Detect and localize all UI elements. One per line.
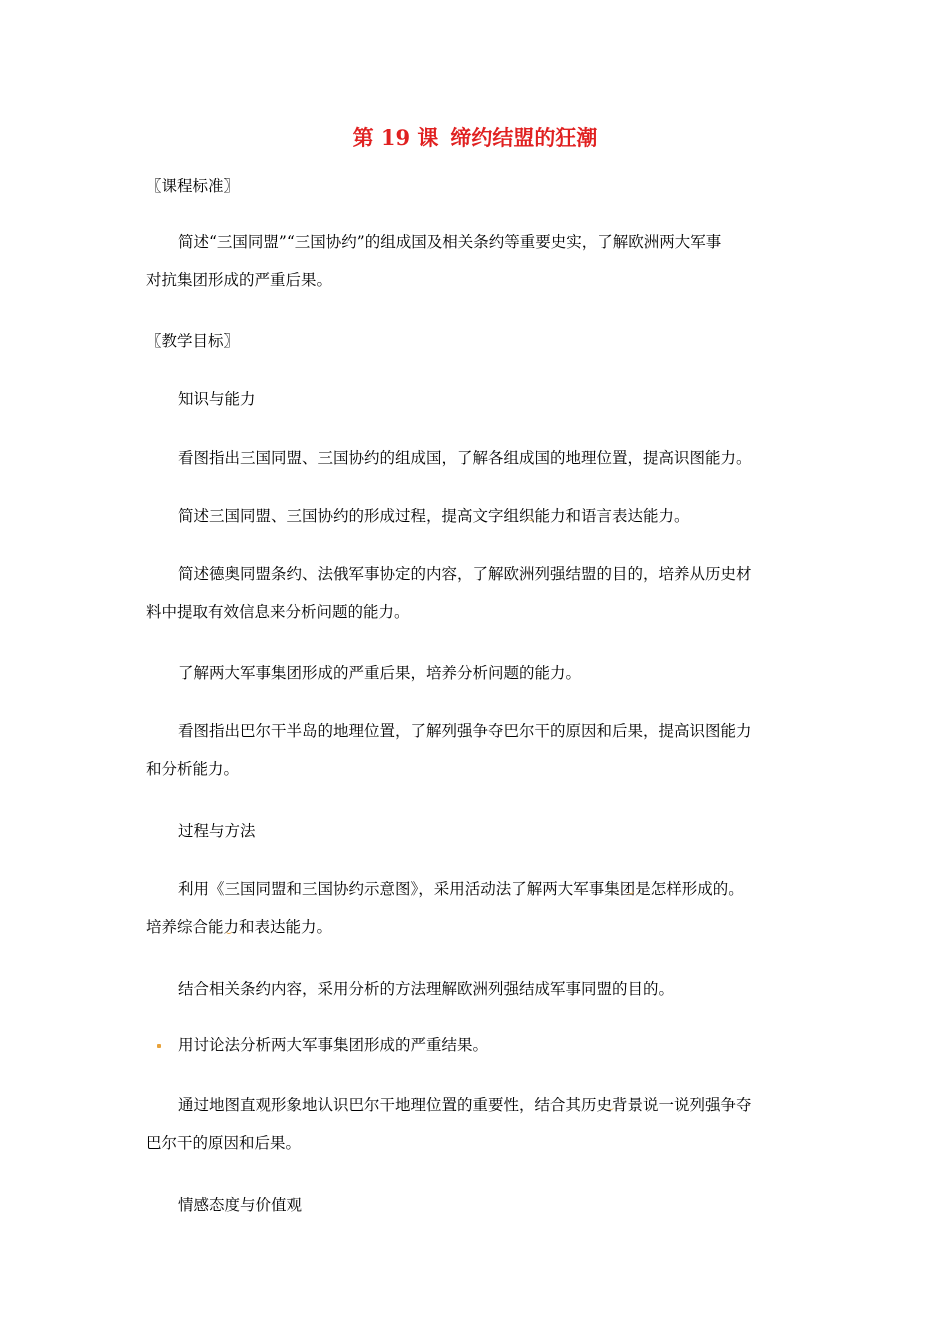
paragraph-line: 看图指出三国同盟、三国协约的组成国，了解各组成国的地理位置，提高识图能力。	[178, 449, 752, 467]
paragraph-line: 简述“三国同盟”“三国协约”的组成国及相关条约等重要史实，了解欧洲两大军事	[178, 233, 722, 251]
emotion-values-header: 情感态度与价值观	[178, 1196, 303, 1214]
paragraph-line: 简述三国同盟、三国协约的形成过程，提高文字组织能力和语言表达能力。	[178, 507, 690, 525]
process-method-header: 过程与方法	[178, 822, 256, 840]
knowledge-item-2	[146, 505, 806, 527]
paragraph-line: 了解两大军事集团形成的严重后果，培养分析问题的能力。	[178, 664, 582, 682]
paragraph-line: 和分析能力。	[146, 760, 240, 778]
knowledge-item-3	[146, 563, 806, 623]
paragraph-line: 培养综合能力和表达能力。	[146, 918, 333, 936]
paragraph-line: 对抗集团形成的严重后果。	[146, 271, 333, 289]
knowledge-item-1	[146, 447, 806, 469]
knowledge-item-5	[146, 720, 806, 780]
lesson-title	[0, 124, 950, 152]
paragraph-line: 通过地图直观形象地认识巴尔干地理位置的重要性，结合其历史背景说一说列强争夺	[178, 1096, 752, 1114]
course-standard-paragraph	[146, 231, 806, 291]
process-item-4	[146, 1094, 806, 1154]
process-item-2	[146, 978, 806, 1000]
paragraph-line: 料中提取有效信息来分析问题的能力。	[146, 603, 410, 621]
teaching-goal-header: 〖教学目标〗	[146, 332, 240, 350]
paragraph-line: 巴尔干的原因和后果。	[146, 1134, 302, 1152]
lesson-number: 第 19 课	[352, 125, 439, 150]
paragraph-line: 利用《三国同盟和三国协约示意图》，采用活动法了解两大军事集团是怎样形成的。	[178, 880, 744, 898]
process-item-1	[146, 878, 806, 938]
paragraph-line: 简述德奥同盟条约、法俄军事协定的内容，了解欧洲列强结盟的目的，培养从历史材	[178, 565, 752, 583]
lesson-name: 缔约结盟的狂潮	[450, 125, 598, 150]
knowledge-ability-header: 知识与能力	[178, 390, 256, 408]
course-standard-header: 〖课程标准〗	[146, 177, 240, 195]
process-item-3	[146, 1034, 806, 1056]
paragraph-line: 看图指出巴尔干半岛的地理位置，了解列强争夺巴尔干的原因和后果，提高识图能力	[178, 722, 752, 740]
knowledge-item-4	[146, 662, 806, 684]
paragraph-line: 用讨论法分析两大军事集团形成的严重结果。	[178, 1036, 489, 1054]
paragraph-line: 结合相关条约内容，采用分析的方法理解欧洲列强结成军事同盟的目的。	[178, 980, 675, 998]
